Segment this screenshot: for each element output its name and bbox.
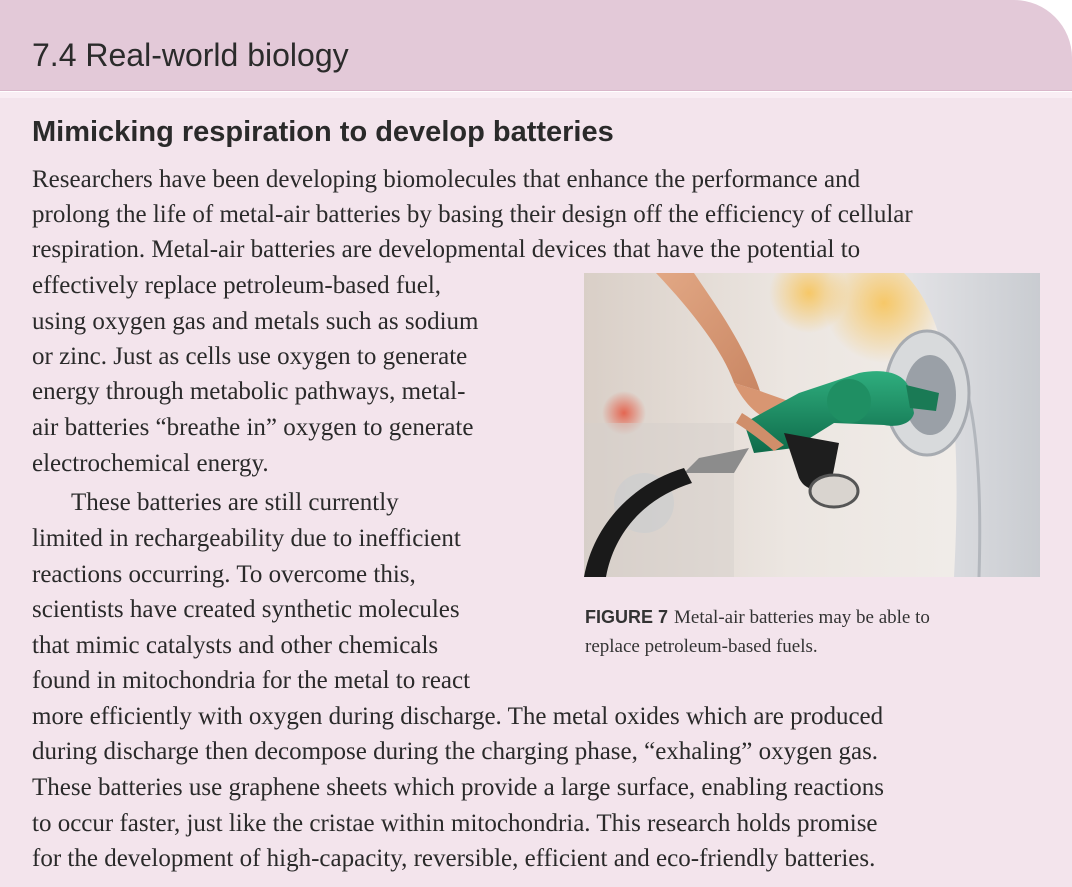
body-line: Researchers have been developing biomolecules that enhance the performance and [32, 166, 861, 193]
body-line: air batteries “breathe in” oxygen to generate [32, 414, 474, 441]
body-line: during discharge then decompose during the charging phase, “exhaling” oxygen gas. [32, 738, 879, 765]
body-line: reactions occurring. To overcome this, [32, 561, 416, 588]
body-line: using oxygen gas and metals such as sodium [32, 308, 479, 335]
figure-caption [585, 603, 930, 632]
article-heading: Mimicking respiration to develop batteries [32, 116, 614, 148]
figure-label: FIGURE 7 [585, 607, 669, 627]
body-line: respiration. Metal-air batteries are developmental devices that have the potential to [32, 236, 861, 263]
body-line: more efficiently with oxygen during discharge. The metal oxides which are produced [32, 703, 884, 730]
section-title: 7.4 Real-world biology [32, 37, 349, 73]
caption-line: replace petroleum-based fuels. [585, 636, 818, 657]
body-line: to occur faster, just like the cristae within mitochondria. This research holds promise [32, 810, 878, 837]
body-line: energy through metabolic pathways, metal- [32, 378, 466, 405]
fuel-pump-photo [584, 273, 1040, 577]
body-line: limited in rechargeability due to inefficient [32, 525, 461, 552]
body-line: electrochemical energy. [32, 450, 269, 477]
body-line: These batteries are still currently [71, 489, 399, 516]
caption-line: Metal-air batteries may be able to [674, 607, 930, 628]
body-line: effectively replace petroleum-based fuel, [32, 272, 442, 299]
section-banner [0, 0, 1072, 91]
body-line: prolong the life of metal-air batteries by basing their design off the efficiency of cellular [32, 201, 913, 228]
body-line: for the development of high-capacity, reversible, efficient and eco-friendly batteries. [32, 845, 876, 872]
body-line: that mimic catalysts and other chemicals [32, 632, 439, 659]
body-line: found in mitochondria for the metal to react [32, 667, 471, 694]
body-line: These batteries use graphene sheets which provide a large surface, enabling reactions [32, 774, 884, 801]
body-line: scientists have created synthetic molecules [32, 596, 460, 623]
body-line: or zinc. Just as cells use oxygen to generate [32, 343, 468, 370]
